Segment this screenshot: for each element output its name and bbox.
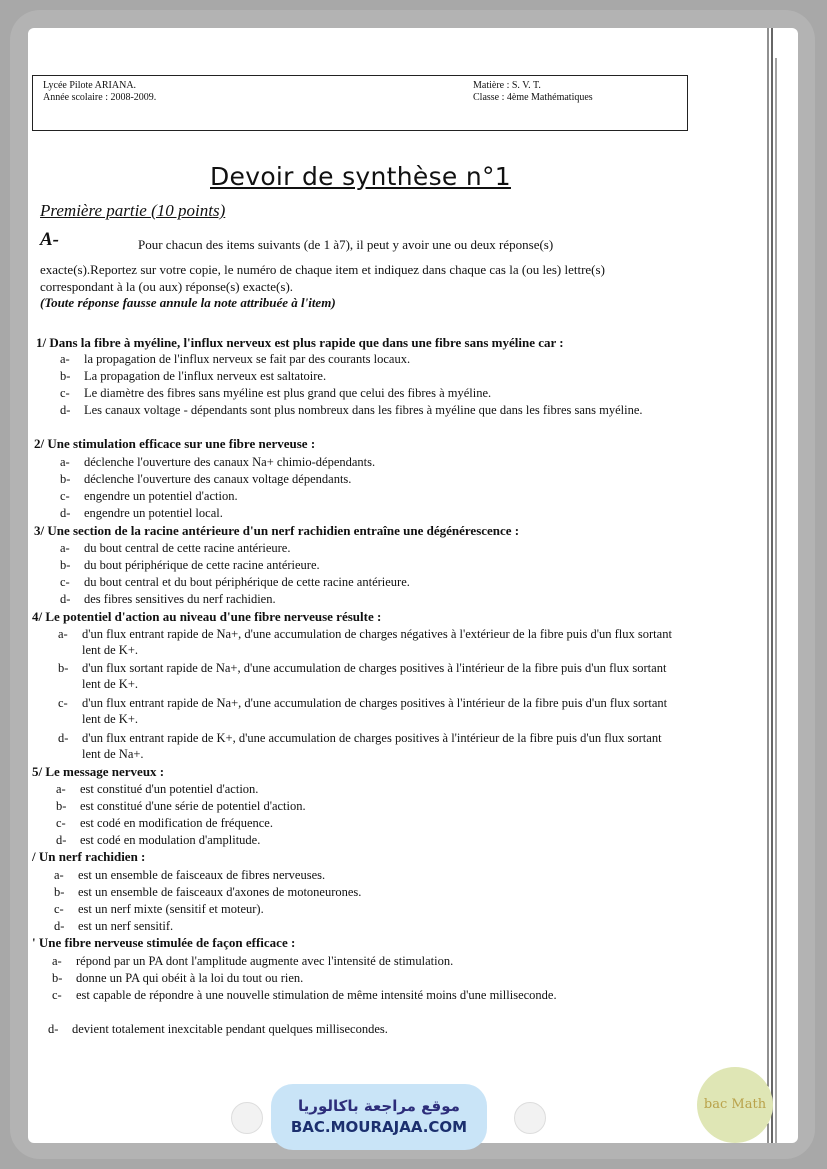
option <box>60 385 491 401</box>
question-2: 2/ Une stimulation efficace sur une fibre nerveuse : <box>34 436 316 451</box>
option-key: d- <box>60 592 71 606</box>
option-key: d- <box>60 506 71 520</box>
option-key: c- <box>56 816 66 830</box>
option <box>60 368 326 384</box>
option <box>54 918 173 934</box>
option-text: déclenche l'ouverture des canaux voltage dépendants. <box>84 472 352 486</box>
option-text: est un nerf mixte (sensitif et moteur). <box>78 902 264 916</box>
option-text: déclenche l'ouverture des canaux Na+ chimio-dépendants. <box>84 455 376 469</box>
option-key: d- <box>48 1022 59 1036</box>
option-key: a- <box>54 868 64 882</box>
option-text: est un ensemble de faisceaux d'axones de motoneurones. <box>78 885 362 899</box>
option <box>60 471 351 487</box>
option-text: du bout central de cette racine antérieure. <box>84 541 291 555</box>
option <box>48 1021 388 1037</box>
option <box>60 402 674 418</box>
site-name-arabic: موقع مراجعة باكالوريا <box>298 1097 460 1115</box>
option-key: b- <box>56 799 67 813</box>
instruction-line-2: exacte(s).Reportez sur votre copie, le numéro de chaque item et indiquez dans chaque cas la (ou les) lettre(s) correspondant à la (ou aux) réponse(s) exacte(s). <box>40 262 605 294</box>
option-key: a- <box>60 541 70 555</box>
option-key: a- <box>58 627 68 641</box>
option <box>58 730 672 762</box>
option <box>52 953 453 969</box>
option-text: des fibres sensitives du nerf rachidien. <box>84 592 276 606</box>
option-text: d'un flux entrant rapide de Na+, d'une accumulation de charges négatives à l'extérieur de la fibre puis d'un flux sortant lent de K+. <box>82 627 672 657</box>
question-4: 4/ Le potentiel d'action au niveau d'une fibre nerveuse résulte : <box>32 609 382 624</box>
option-text: d'un flux sortant rapide de Na+, d'une accumulation de charges positives à l'intérieur de la fibre puis d'un flux sortant lent de K+. <box>82 661 667 691</box>
question-1: 1/ Dans la fibre à myéline, l'influx nerveux est plus rapide que dans une fibre sans myéline car : <box>36 335 564 350</box>
site-logo-right-icon <box>514 1102 546 1134</box>
section-letter: A- <box>40 229 59 250</box>
option <box>60 540 290 556</box>
instruction-note <box>40 295 336 311</box>
option-key: b- <box>54 885 65 899</box>
option <box>56 798 306 814</box>
option-text: devient totalement inexcitable pendant quelques millisecondes. <box>72 1022 388 1036</box>
option <box>56 832 260 848</box>
option <box>54 884 361 900</box>
option-key: a- <box>60 352 70 366</box>
option <box>60 591 276 607</box>
option-key: b- <box>52 971 63 985</box>
option <box>52 970 303 986</box>
option-text: la propagation de l'influx nerveux se fait par des courants locaux. <box>84 352 411 366</box>
part-heading: Première partie (10 points) <box>40 201 226 220</box>
option-key: c- <box>58 696 68 710</box>
document-page <box>28 28 798 1143</box>
question-7: ' Une fibre nerveuse stimulée de façon efficace : <box>32 935 296 950</box>
option-text: engendre un potentiel d'action. <box>84 489 238 503</box>
scan-edge-lines <box>763 28 798 1143</box>
option-text: donne un PA qui obéit à la loi du tout ou rien. <box>76 971 304 985</box>
option-text: est constitué d'un potentiel d'action. <box>80 782 259 796</box>
option-text: est codé en modulation d'amplitude. <box>80 833 261 847</box>
option-key: d- <box>60 403 71 417</box>
option-key: a- <box>60 455 70 469</box>
option-text: répond par un PA dont l'amplitude augmente avec l'intensité de stimulation. <box>76 954 454 968</box>
subject: Matière : S. V. T. <box>473 80 541 91</box>
option-key: a- <box>52 954 62 968</box>
option <box>54 901 264 917</box>
question-6: / Un nerf rachidien : <box>32 849 146 864</box>
option <box>58 695 672 727</box>
option-text: Le diamètre des fibres sans myéline est plus grand que celui des fibres à myéline. <box>84 386 492 400</box>
option-text: est un ensemble de faisceaux de fibres nerveuses. <box>78 868 326 882</box>
option-key: d- <box>58 731 69 745</box>
option <box>56 781 258 797</box>
option-text: La propagation de l'influx nerveux est saltatoire. <box>84 369 327 383</box>
school-year: Année scolaire : 2008-2009. <box>43 92 157 103</box>
option-key: c- <box>60 386 70 400</box>
option <box>52 987 636 1003</box>
option-text: est codé en modification de fréquence. <box>80 816 273 830</box>
option-key: c- <box>54 902 64 916</box>
option-key: b- <box>60 369 71 383</box>
option <box>58 626 672 658</box>
option-text: d'un flux entrant rapide de Na+, d'une accumulation de charges positives à l'intérieur de la fibre puis d'un flux sortant lent de K+. <box>82 696 668 726</box>
site-badge[interactable] <box>271 1084 487 1150</box>
bac-math-watermark: bac Math <box>697 1067 773 1143</box>
option-key: d- <box>56 833 67 847</box>
option-text: Les canaux voltage - dépendants sont plus nombreux dans les fibres à myéline que dans les fibres sans myéline. <box>84 403 643 417</box>
option-key: b- <box>60 558 71 572</box>
question-5: 5/ Le message nerveux : <box>32 764 165 779</box>
option <box>60 505 223 521</box>
option-text: est un nerf sensitif. <box>78 919 174 933</box>
site-url[interactable]: BAC.MOURAJAA.COM <box>290 1118 468 1136</box>
option-key: c- <box>60 575 70 589</box>
option-key: b- <box>60 472 71 486</box>
school-name: Lycée Pilote ARIANA. <box>43 80 137 91</box>
option <box>60 574 410 590</box>
option <box>60 557 320 573</box>
option <box>58 660 672 692</box>
option-text: engendre un potentiel local. <box>84 506 223 520</box>
option <box>56 815 273 831</box>
option-key: b- <box>58 661 69 675</box>
option-key: c- <box>52 988 62 1002</box>
site-logo-left-icon <box>231 1102 263 1134</box>
option <box>54 867 325 883</box>
page-title: Devoir de synthèse n°1 <box>210 162 511 191</box>
option-text: d'un flux entrant rapide de K+, d'une accumulation de charges positives à l'intérieur de la fibre puis d'un flux sortant lent de Na+. <box>82 731 662 761</box>
option-text: est constitué d'une série de potentiel d'action. <box>80 799 306 813</box>
instruction-note-text: (Toute réponse fausse annule la note attribuée à l'item) <box>40 295 336 310</box>
option-text: est capable de répondre à une nouvelle stimulation de même intensité moins d'une milliseconde. <box>76 988 557 1002</box>
option-text: du bout central et du bout périphérique de cette racine antérieure. <box>84 575 410 589</box>
header-box <box>32 75 688 131</box>
option <box>60 351 410 367</box>
class: Classe : 4ème Mathématiques <box>473 92 593 103</box>
option <box>60 488 238 504</box>
option-text: du bout périphérique de cette racine antérieure. <box>84 558 320 572</box>
option-key: c- <box>60 489 70 503</box>
option-key: a- <box>56 782 66 796</box>
option-key: d- <box>54 919 65 933</box>
question-3: 3/ Une section de la racine antérieure d'un nerf rachidien entraîne une dégénérescence : <box>34 523 520 538</box>
instruction-line-1: Pour chacun des items suivants (de 1 à7), il peut y avoir une ou deux réponse(s) <box>138 237 554 252</box>
option <box>60 454 375 470</box>
